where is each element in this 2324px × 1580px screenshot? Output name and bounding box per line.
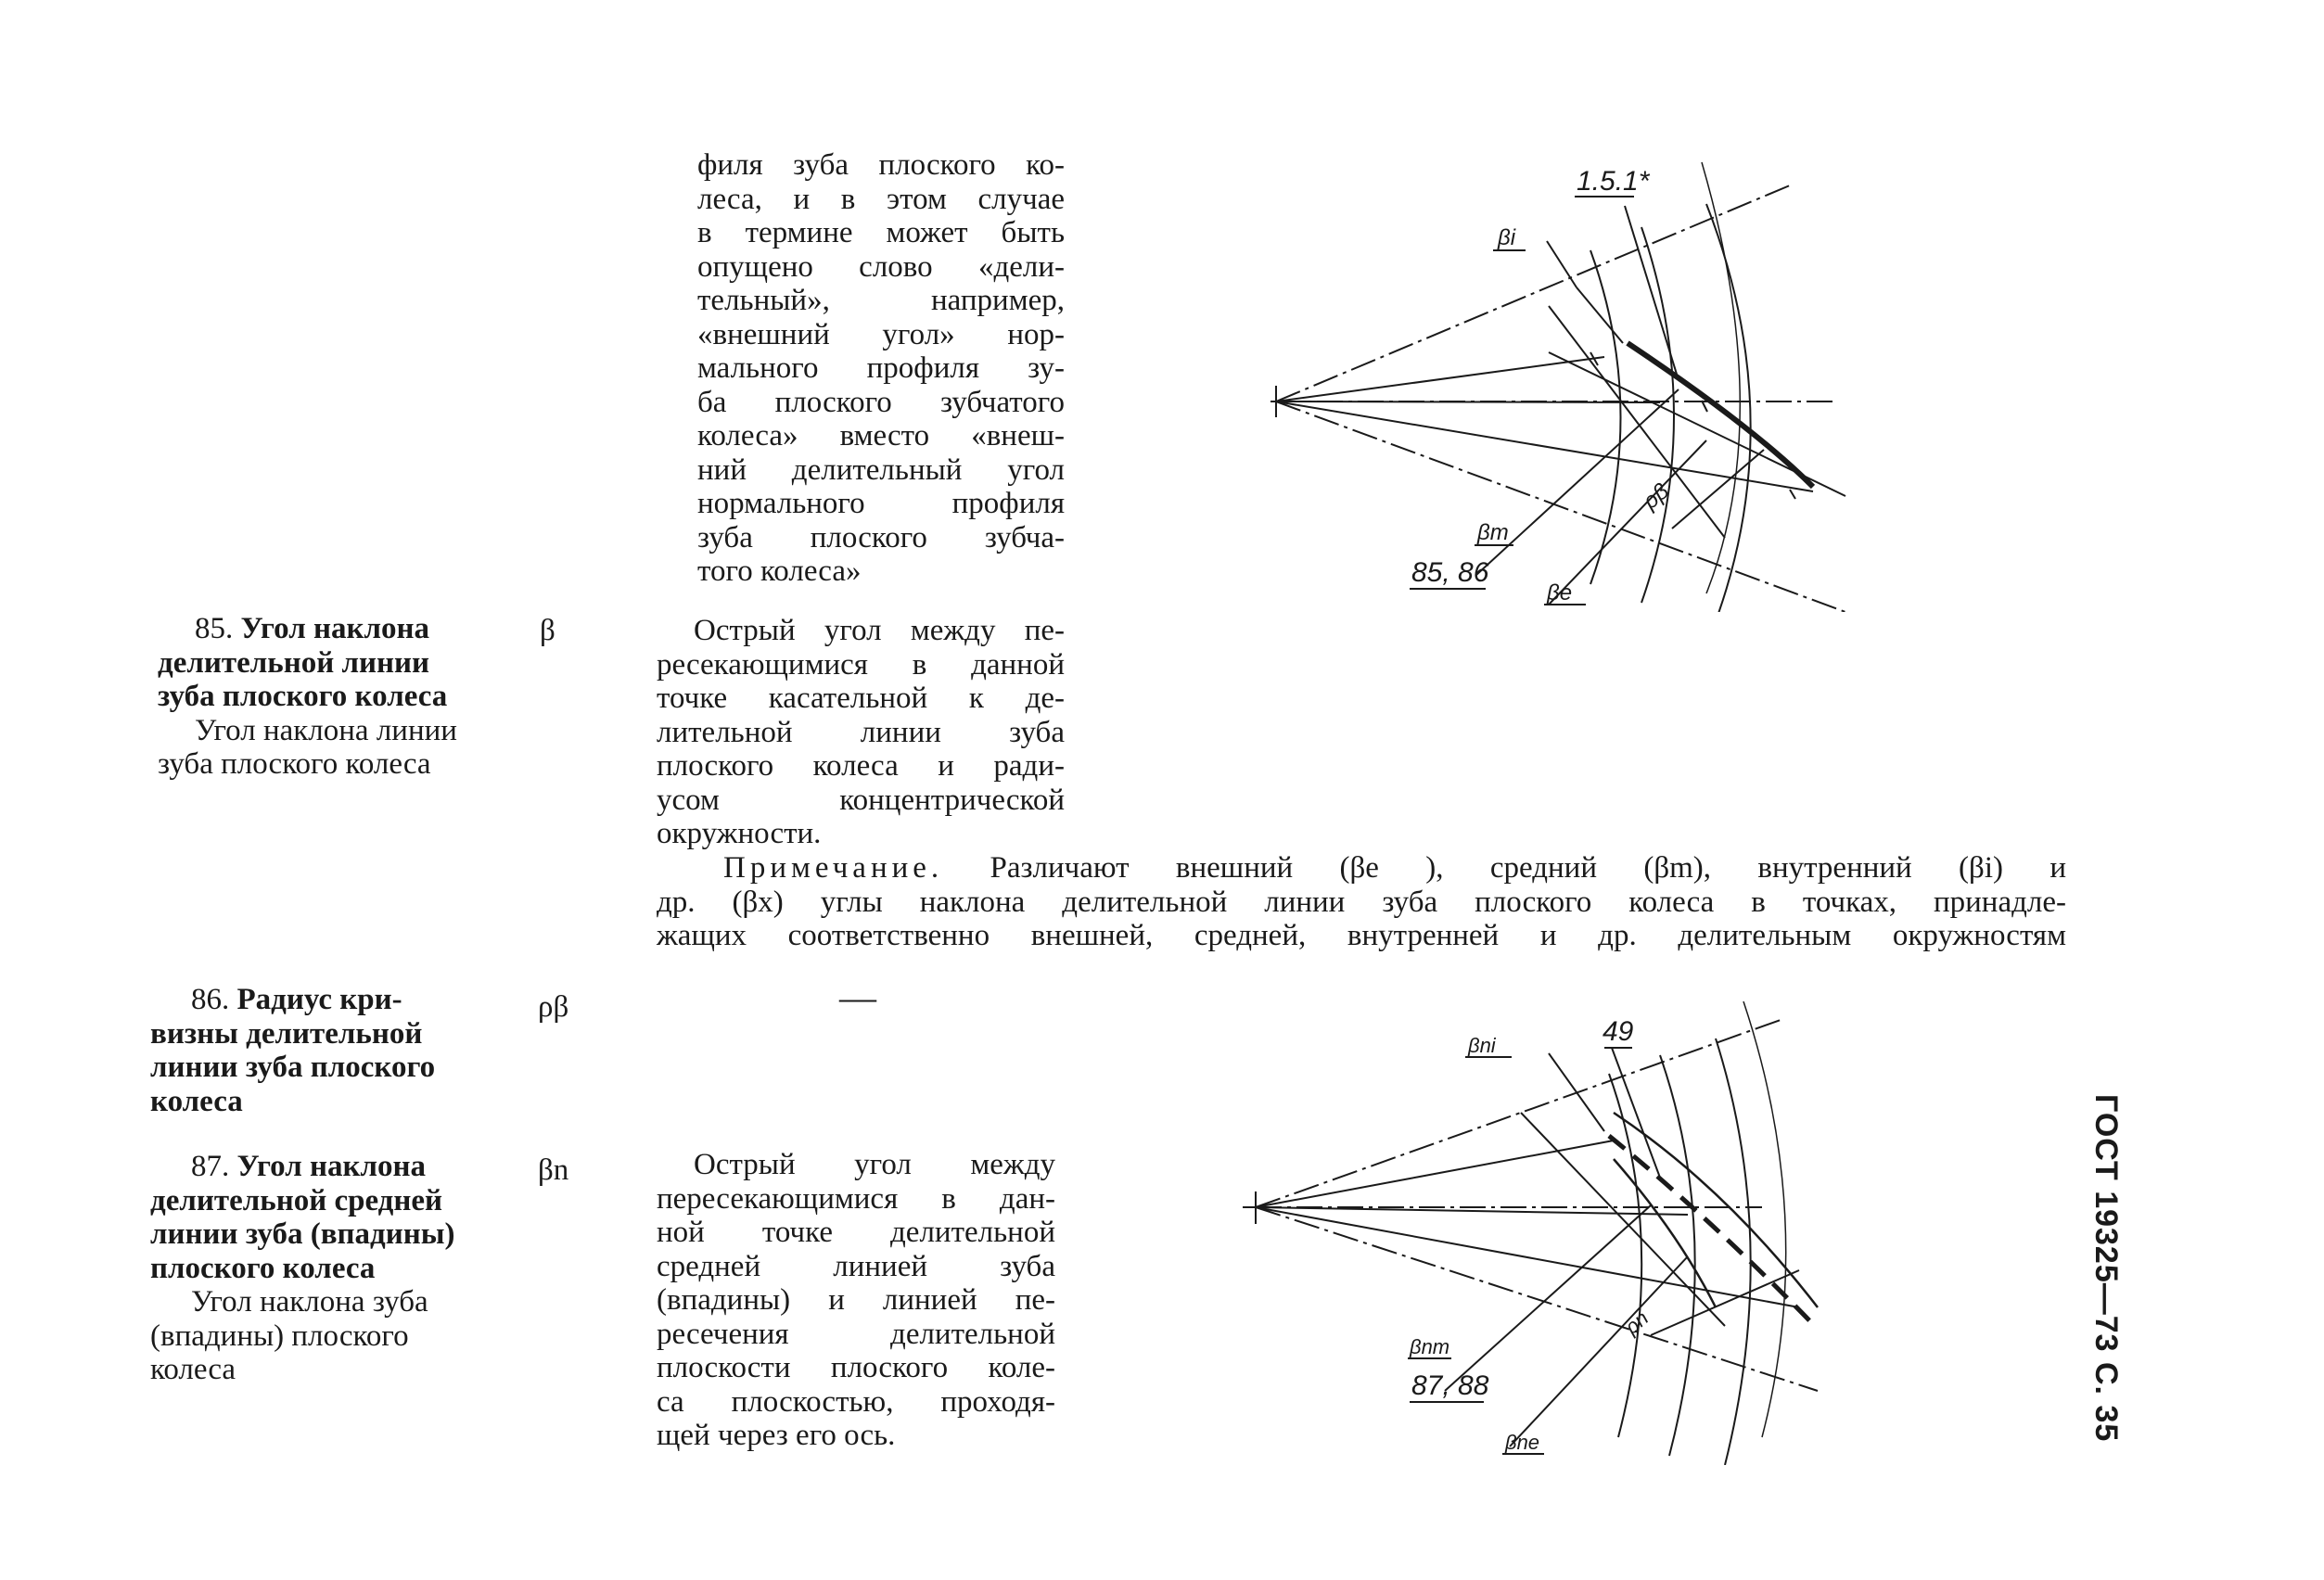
term-87 <box>150 1150 521 1387</box>
text-line: ба плоского зубчатого <box>697 385 1065 419</box>
note-text: Различают внешний (βe ), средний (βm), внутренний (βi) и <box>990 851 2066 885</box>
radius-line <box>1256 1140 1614 1207</box>
arc-reference <box>1702 162 1740 593</box>
leader-line <box>1445 1205 1654 1391</box>
term-title: плоского колеса <box>150 1251 376 1285</box>
figure-ref-bottom: 87, 88 <box>1411 1370 1489 1401</box>
label-beta-e: βe <box>1547 580 1573 605</box>
label-beta-ni: βni <box>1468 1034 1496 1057</box>
arc-outer <box>1706 204 1751 612</box>
term-number: 86. <box>191 983 230 1016</box>
note-line: др. (βx) углы наклона делительной линии зуба плоского колеса в точках, принадле- <box>657 885 2066 919</box>
term-alt: (впадины) плоского <box>150 1319 409 1353</box>
label-beta-nm: βnm <box>1410 1335 1450 1358</box>
term-title: Угол наклона <box>240 612 430 645</box>
text-line: филя зуба плоского ко- <box>697 148 1065 182</box>
definition-line: точке касательной к де- <box>657 682 1065 715</box>
radius-line <box>1256 1207 1799 1307</box>
term-title: линии зуба (впадины) <box>150 1217 455 1251</box>
text-line: в термине может быть <box>697 216 1065 249</box>
radial-line <box>1256 1020 1781 1207</box>
text-line: мального профиля зу- <box>697 351 1065 385</box>
definition-line: ресекающимися в данной <box>657 647 1065 682</box>
leader-line <box>1549 1053 1604 1131</box>
radius-line <box>1256 1207 1688 1215</box>
definition-line: Острый угол между пе- <box>694 614 1065 647</box>
leader-line <box>1510 1256 1688 1446</box>
term-86 <box>150 983 512 1118</box>
leader-line <box>1625 206 1679 380</box>
definition-line: плоского колеса и ради- <box>657 749 1065 783</box>
definition-line: лительной линии зуба <box>657 715 1065 749</box>
leader-line <box>1549 440 1706 605</box>
term-86-definition: — <box>839 976 876 1018</box>
arc-outer <box>1716 1038 1751 1465</box>
term-title-line <box>150 1150 521 1184</box>
term-87-definition <box>657 1148 1055 1453</box>
definition-line: ресечения делительной <box>657 1317 1055 1351</box>
definition-line: плоскости плоского коле- <box>657 1351 1055 1384</box>
text-line: леса, и в этом случае <box>697 182 1065 216</box>
label-rho-n: ρn <box>1620 1306 1654 1339</box>
term-title: Угол наклона <box>236 1150 427 1183</box>
label-beta-m: βm <box>1477 520 1509 545</box>
term-85 <box>158 612 510 782</box>
term-alt: зуба плоского колеса <box>158 747 431 781</box>
note-label: Примечание. <box>723 851 944 885</box>
term-title: делительной линии <box>158 645 430 680</box>
term-alt: колеса <box>150 1353 236 1386</box>
note-line <box>657 851 2066 886</box>
label-rho-beta: ρβ <box>1638 478 1674 515</box>
angle-mark <box>1790 490 1795 499</box>
term-symbol: ρβ <box>538 990 569 1024</box>
definition-line: щей через его ось. <box>657 1419 896 1452</box>
term-title: зуба плоского колеса <box>158 680 448 713</box>
text-line: того колеса» <box>697 554 862 588</box>
term-title: делительной средней <box>150 1183 443 1217</box>
figure-1-tooth-angle-diagram <box>1271 148 1864 612</box>
figure-ref-bottom: 85, 86 <box>1411 557 1489 588</box>
note-line: жащих соответственно внешней, средней, внутренней и др. делительным окружностям <box>657 919 2066 952</box>
standard-page-label: ГОСТ 19325—73 С. 35 <box>2088 1094 2124 1443</box>
term-number: 85. <box>195 612 234 645</box>
text-line: нормального профиля <box>697 487 1065 520</box>
tangent-line <box>1549 352 1845 496</box>
term-85-definition <box>657 614 1065 851</box>
term-title: колеса <box>150 1084 243 1118</box>
term-symbol: β <box>540 614 555 647</box>
definition-line: са плоскостью, проходя- <box>657 1384 1055 1419</box>
label-beta-i: βi <box>1498 225 1516 250</box>
definition-line: (впадины) и линией пе- <box>657 1283 1055 1317</box>
term-title-line <box>158 612 510 646</box>
leader-line <box>1577 287 1623 343</box>
arc-middle <box>1660 1055 1695 1456</box>
radial-line <box>1276 185 1790 401</box>
definition-line: окружности. <box>657 817 822 850</box>
continuation-text <box>697 148 1065 589</box>
text-line: ний делительный угол <box>697 452 1065 487</box>
figure-ref-top: 49 <box>1603 1016 1634 1047</box>
term-title: Радиус кри- <box>236 983 402 1016</box>
term-alt: Угол наклона зуба <box>191 1285 428 1319</box>
text-line: тельный», например, <box>697 284 1065 317</box>
definition-line: ной точке делительной <box>657 1216 1055 1249</box>
note-block <box>657 851 2066 953</box>
radius-line <box>1276 401 1660 402</box>
term-title-line <box>150 983 512 1017</box>
leader-line <box>1476 389 1679 575</box>
leader-line <box>1549 306 1725 538</box>
definition-line: средней линией зуба <box>657 1249 1055 1283</box>
term-symbol: βn <box>538 1153 569 1187</box>
radius-line <box>1276 357 1604 401</box>
text-line: колеса» вместо «внеш- <box>697 419 1065 452</box>
figure-ref-top: 1.5.1* <box>1577 166 1650 197</box>
definition-line: усом концентрической <box>657 783 1065 817</box>
text-line: «внешний угол» нор- <box>697 317 1065 351</box>
figure-2-tooth-angle-diagram <box>1243 1001 1855 1465</box>
term-alt: Угол наклона линии <box>195 713 457 747</box>
term-title: визны делительной <box>150 1016 423 1051</box>
definition-line: Острый угол между <box>694 1148 1055 1181</box>
text-line: опущено слово «дели- <box>697 249 1065 284</box>
text-line: зуба плоского зубча- <box>697 520 1065 554</box>
term-number: 87. <box>191 1150 230 1183</box>
label-beta-ne: βne <box>1505 1431 1540 1454</box>
term-title: линии зуба плоского <box>150 1051 436 1084</box>
definition-line: пересекающимися в дан- <box>657 1181 1055 1216</box>
